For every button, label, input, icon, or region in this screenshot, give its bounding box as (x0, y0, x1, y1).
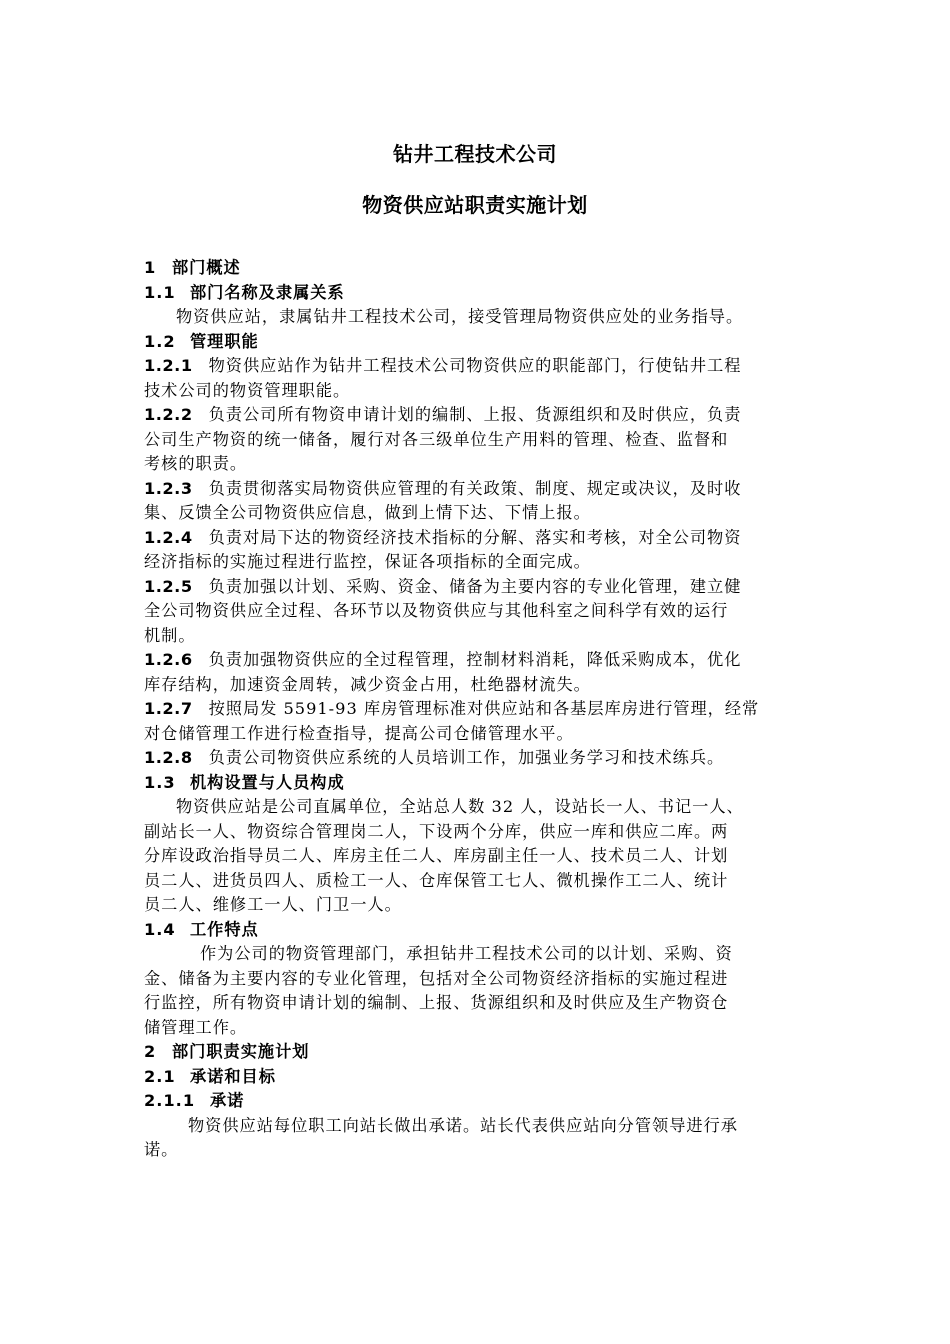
item-1-2-7-line2: 对仓储管理工作进行检查指导，提高公司仓储管理水平。 (144, 723, 574, 743)
item-1-2-2-line2: 公司生产物资的统一储备，履行对各三级单位生产用料的管理、检查、监督和 (144, 429, 729, 449)
item-1-2-3-line2: 集、反馈全公司物资供应信息，做到上情下达、下情上报。 (144, 503, 591, 522)
item-1-2-4-line2: 经济指标的实施过程进行监控，保证各项指标的全面完成。 (144, 552, 591, 571)
paragraph-1-4-line1: 作为公司的物资管理部门，承担钻井工程技术公司的以计划、采购、资 (200, 944, 733, 963)
section-heading-1: 1 部门概述 (144, 258, 241, 277)
section-heading-1-3: 1.3 机构设置与人员构成 (144, 772, 345, 792)
item-1-2-1-line2: 技术公司的物资管理职能。 (144, 380, 351, 400)
item-1-2-5-line2: 全公司物资供应全过程、各环节以及物资供应与其他科室之间科学有效的运行 (144, 601, 729, 620)
paragraph-1-1: 物资供应站，隶属钻井工程技术公司，接受管理局物资供应处的业务指导。 (176, 307, 744, 326)
item-1-2-4-line1: 1.2.4 负责对局下达的物资经济技术指标的分解、落实和考核，对全公司物资 (144, 527, 742, 547)
document-body (144, 256, 812, 1163)
section-heading-1-4: 1.4 工作特点 (144, 919, 259, 939)
paragraph-1-4-line4: 储管理工作。 (144, 1017, 248, 1037)
item-1-2-5-line3: 机制。 (144, 625, 196, 645)
item-1-2-6-line1: 1.2.6 负责加强物资供应的全过程管理，控制材料消耗，降低采购成本，优化 (144, 650, 742, 669)
section-heading-1-2: 1.2 管理职能 (144, 331, 259, 351)
section-heading-2-1: 2.1 承诺和目标 (144, 1066, 276, 1086)
paragraph-1-3-line2: 副站长一人、物资综合管理岗二人，下设两个分库，供应一库和供应二库。两 (144, 821, 729, 841)
item-1-2-1-line1: 1.2.1 物资供应站作为钻井工程技术公司物资供应的职能部门，行使钻井工程 (144, 356, 742, 375)
item-1-2-2-line1: 1.2.2 负责公司所有物资申请计划的编制、上报、货源组织和及时供应，负责 (144, 405, 742, 424)
document-subtitle: 物资供应站职责实施计划 (362, 193, 588, 217)
document-title: 钻井工程技术公司 (393, 142, 557, 166)
section-heading-2-1-1: 2.1.1 承诺 (144, 1091, 245, 1110)
item-1-2-5-line1: 1.2.5 负责加强以计划、采购、资金、储备为主要内容的专业化管理，建立健 (144, 576, 742, 596)
item-1-2-2-line3: 考核的职责。 (144, 454, 248, 473)
item-1-2-7-line1: 1.2.7 按照局发 5591-93 库房管理标准对供应站和各基层库房进行管理，经常 (144, 699, 760, 718)
paragraph-1-3-line5: 员二人、维修工一人、门卫一人。 (144, 895, 402, 914)
item-1-2-3-line1: 1.2.3 负责贯彻落实局物资供应管理的有关政策、制度、规定或决议，及时收 (144, 478, 742, 498)
section-heading-2: 2 部门职责实施计划 (144, 1042, 310, 1061)
paragraph-1-4-line3: 行监控，所有物资申请计划的编制、上报、货源组织和及时供应及生产物资仓 (144, 993, 729, 1012)
paragraph-2-1-1-line2: 诺。 (144, 1140, 179, 1159)
paragraph-1-4-line2: 金、储备为主要内容的专业化管理，包括对全公司物资经济指标的实施过程进 (144, 968, 729, 988)
paragraph-1-3-line1: 物资供应站是公司直属单位，全站总人数 32 人，设站长一人、书记一人、 (176, 797, 744, 816)
paragraph-1-3-line4: 员二人、进货员四人、质检工一人、仓库保管工七人、微机操作工二人、统计 (144, 870, 729, 890)
item-1-2-6-line2: 库存结构，加速资金周转，减少资金占用，杜绝器材流失。 (144, 674, 591, 694)
item-1-2-8-line1: 1.2.8 负责公司物资供应系统的人员培训工作，加强业务学习和技术练兵。 (144, 748, 725, 767)
section-heading-1-1: 1.1 部门名称及隶属关系 (144, 282, 345, 302)
paragraph-2-1-1-line1: 物资供应站每位职工向站长做出承诺。站长代表供应站向分管领导进行承 (188, 1115, 738, 1135)
paragraph-1-3-line3: 分库设政治指导员二人、库房主任二人、库房副主任一人、技术员二人、计划 (144, 846, 729, 865)
